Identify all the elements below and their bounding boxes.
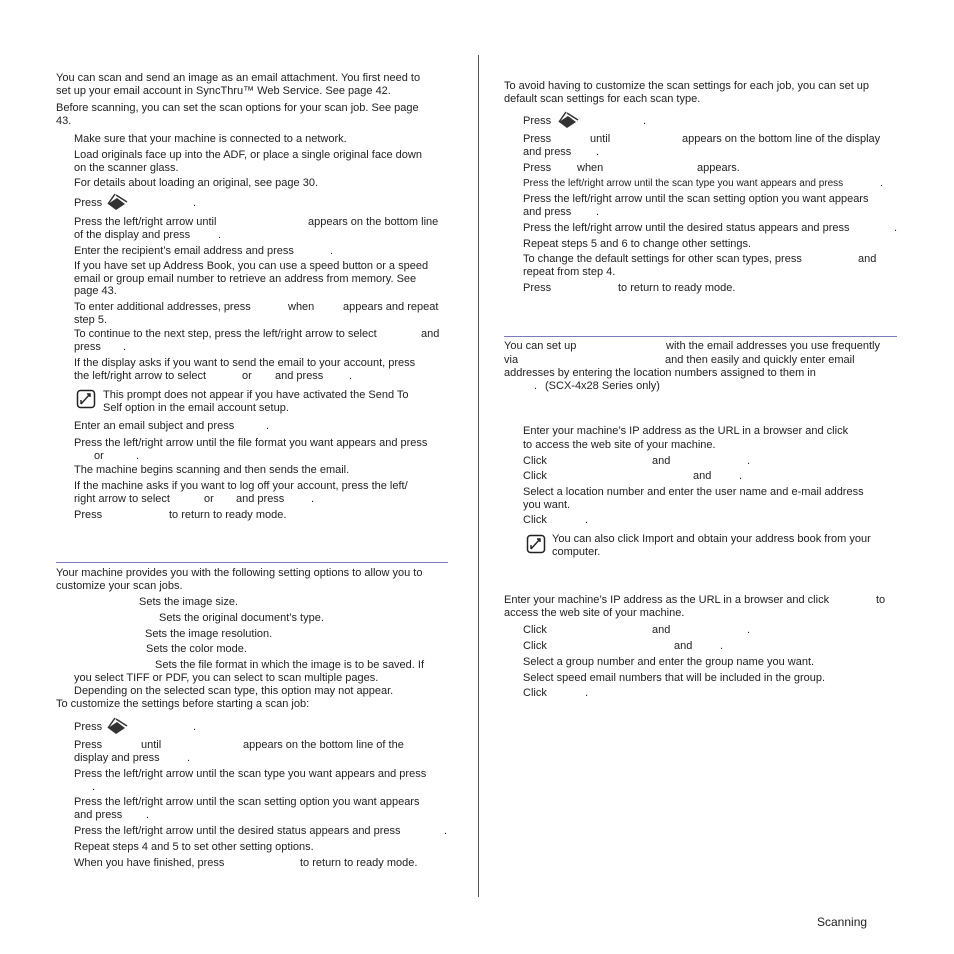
left-column-text: Depending on the selected scan type, this option may not appear. [74, 685, 394, 697]
left-column-text: For details about loading an original, see page 30. [74, 177, 319, 189]
left-column-text: appears and repeat [343, 301, 439, 313]
right-column-text: you want. [523, 499, 571, 511]
right-column-text: via [504, 354, 519, 366]
left-column-text: Your machine provides you with the following setting options to allow you to [56, 567, 423, 579]
left-column-text: page 43. [74, 285, 117, 297]
right-column-text: Press the left/right arrow until the scan setting option you want appears [523, 193, 869, 205]
right-column-text: Press the left/right arrow until the desired status appears and press [523, 222, 850, 234]
left-column-text: Sets the image size. [139, 596, 239, 608]
left-column-text: . [444, 825, 448, 837]
left-column-text: Press the left/right arrow until the file format you want appears and press [74, 437, 428, 449]
left-column-text: Before scanning, you can set the scan options for your scan job. See page [56, 102, 419, 114]
right-column-text: and then easily and quickly enter email [665, 354, 855, 366]
left-column-text: Load originals face up into the ADF, or place a single original face down [74, 149, 422, 161]
left-column-text: The machine begins scanning and then sends the email. [74, 464, 350, 476]
left-column-text: Sets the color mode. [146, 643, 247, 655]
left-column-text: and [421, 328, 440, 340]
left-column-text: . [146, 809, 150, 821]
left-column-text: Press [74, 721, 103, 733]
left-column-text: set up your email account in SyncThru™ Web Service. See page 42. [56, 85, 391, 97]
left-column-text: . [311, 493, 315, 505]
left-column-text: you select TIFF or PDF, you can select to scan multiple pages. [74, 672, 379, 684]
right-column-text: . [534, 380, 538, 392]
left-column-text: Press the left/right arrow until [74, 216, 217, 228]
right-column-text: Click [523, 624, 547, 636]
right-column-text: . [880, 178, 883, 189]
left-column-text: If the display asks if you want to send the email to your account, press [74, 357, 416, 369]
right-column-text: . [596, 146, 600, 158]
left-column-text: customize your scan jobs. [56, 580, 183, 592]
right-column-text: to [876, 594, 886, 606]
left-column-text: or [94, 450, 104, 462]
left-column-text: Press [74, 197, 103, 209]
right-column-text: Select a group number and enter the group name you want. [523, 656, 815, 668]
left-column-text: right arrow to select [74, 493, 170, 505]
left-column-text: This prompt does not appear if you have activated the Send To [103, 389, 409, 401]
left-column-text: If the machine asks if you want to log off your account, press the left/ [74, 480, 408, 492]
right-column-text: Press [523, 133, 552, 145]
left-column-text: Make sure that your machine is connected to a network. [74, 133, 347, 145]
right-column-text: computer. [552, 546, 601, 558]
right-column-text: and press [523, 146, 572, 158]
left-column-text: . [266, 420, 270, 432]
left-column-text: . [92, 781, 96, 793]
left-column-text: press [74, 341, 101, 353]
right-column-text: Press [523, 162, 552, 174]
right-column-text: Click [523, 687, 547, 699]
right-column-text: and [652, 624, 671, 636]
right-column-text: appears. [697, 162, 740, 174]
left-column-text: until [141, 739, 162, 751]
right-column-text: to access the web site of your machine. [523, 439, 716, 451]
right-column-text: when [577, 162, 604, 174]
left-column-text: Enter the recipient’s email address and press [74, 245, 294, 257]
left-column-text: or [242, 370, 252, 382]
right-column-text: . [894, 222, 898, 234]
left-column-text: You can scan and send an image as an email attachment. You first need to [56, 72, 421, 84]
right-column-text: and press [523, 206, 572, 218]
right-column-text: default scan settings for each scan type. [504, 93, 701, 105]
right-column-text: until [590, 133, 611, 145]
left-column-text: Press the left/right arrow until the desired status appears and press [74, 825, 401, 837]
column-divider [478, 55, 479, 897]
right-column-text: Press [523, 115, 552, 127]
right-column-text: You can set up [504, 340, 577, 352]
right-column-text: appears on the bottom line of the display [682, 133, 881, 145]
left-column-text: on the scanner glass. [74, 162, 179, 174]
right-column-text: access the web site of your machine. [504, 607, 685, 619]
right-column-text: addresses by entering the location numbers assigned to them in [504, 367, 816, 379]
left-column-text: or [204, 493, 214, 505]
left-column-text: Sets the file format in which the image is to be saved. If [155, 659, 425, 671]
right-column-text: and [858, 253, 877, 265]
left-column-text: and press [275, 370, 324, 382]
left-column-text: appears on the bottom line of the [243, 739, 404, 751]
right-column-text: Repeat steps 5 and 6 to change other settings. [523, 238, 752, 250]
left-column-text: Sets the original document’s type. [159, 612, 324, 624]
right-column-text: to return to ready mode. [618, 282, 736, 294]
left-column-text: and press [74, 809, 123, 821]
right-column-text: Click [523, 470, 547, 482]
right-column-text: . [585, 514, 589, 526]
right-column-text: Enter your machine’s IP address as the URL in a browser and click [504, 594, 830, 606]
left-column-text: step 5. [74, 314, 108, 326]
right-column-text: . [585, 687, 589, 699]
left-column-text: . [218, 229, 222, 241]
left-column-text: Press the left/right arrow until the scan type you want appears and press [74, 768, 427, 780]
left-column-text: and press [236, 493, 285, 505]
left-column-text: To enter additional addresses, press [74, 301, 251, 313]
section-rule-address-book [504, 336, 897, 337]
right-column-text: Select speed email numbers that will be included in the group. [523, 672, 826, 684]
right-column-text: . [747, 455, 751, 467]
right-column-text: . [747, 624, 751, 636]
footer-section-label: Scanning [817, 915, 868, 929]
left-column-text: . [330, 245, 334, 257]
left-column-text: . [193, 721, 197, 733]
left-column-text: . [187, 752, 191, 764]
left-column-text: . [349, 370, 353, 382]
left-column-text: email or group email number to retrieve an address from memory. See [74, 273, 417, 285]
right-column-text: and [652, 455, 671, 467]
section-rule-scan-settings [56, 562, 448, 563]
left-column-text: to return to ready mode. [169, 509, 287, 521]
right-column-text: . [720, 640, 724, 652]
left-column-text: to return to ready mode. [300, 857, 418, 869]
right-column-text: . [739, 470, 743, 482]
left-column-text: Press the left/right arrow until the scan setting option you want appears [74, 796, 420, 808]
note-icon [526, 534, 546, 554]
right-column-text: with the email addresses you use frequently [666, 340, 881, 352]
right-column-text: Press [523, 282, 552, 294]
right-column-text: Select a location number and enter the user name and e-mail address [523, 486, 864, 498]
right-column-text: Click [523, 514, 547, 526]
left-column-text: when [288, 301, 315, 313]
right-column-text: Click [523, 455, 547, 467]
left-column-text: To continue to the next step, press the left/right arrow to select [74, 328, 377, 340]
note-icon [76, 389, 96, 409]
left-column-text: the left/right arrow to select [74, 370, 207, 382]
left-column-text: Self option in the email account setup. [103, 402, 289, 414]
left-column-text: To customize the settings before starting a scan job: [56, 698, 310, 710]
left-column-text: Press [74, 509, 103, 521]
left-column-text: If you have set up Address Book, you can use a speed button or a speed [74, 260, 429, 272]
right-column-text: and [674, 640, 693, 652]
left-column-text: Press [74, 739, 103, 751]
left-column-text: Enter an email subject and press [74, 420, 235, 432]
left-column-text: appears on the bottom line [308, 216, 439, 228]
left-column-text: . [193, 197, 197, 209]
left-column-text: . [136, 450, 140, 462]
left-column-text: Sets the image resolution. [145, 628, 273, 640]
right-column-text: To change the default settings for other scan types, press [523, 253, 802, 265]
left-column-text: display and press [74, 752, 160, 764]
right-column-text: Click [523, 640, 547, 652]
scan-button-icon [556, 110, 580, 130]
right-column-text: Press the left/right arrow until the scan type you want appears and press [523, 178, 844, 189]
left-column-text: . [123, 341, 127, 353]
right-column-text: You can also click Import and obtain your address book from your [552, 533, 871, 545]
right-column-text: (SCX-4x28 Series only) [545, 380, 660, 392]
right-column-text: To avoid having to customize the scan settings for each job, you can set up [504, 80, 870, 92]
scan-button-icon [105, 716, 129, 736]
right-column-text: and [693, 470, 712, 482]
right-column-text: Enter your machine’s IP address as the URL in a browser and click [523, 425, 849, 437]
right-column-text: repeat from step 4. [523, 266, 616, 278]
left-column-text: Repeat steps 4 and 5 to set other setting options. [74, 841, 314, 853]
left-column-text: 43. [56, 115, 72, 127]
left-column-text: of the display and press [74, 229, 191, 241]
scan-button-icon [105, 192, 129, 212]
right-column-text: . [643, 115, 647, 127]
right-column-text: . [596, 206, 600, 218]
left-column-text: When you have finished, press [74, 857, 225, 869]
